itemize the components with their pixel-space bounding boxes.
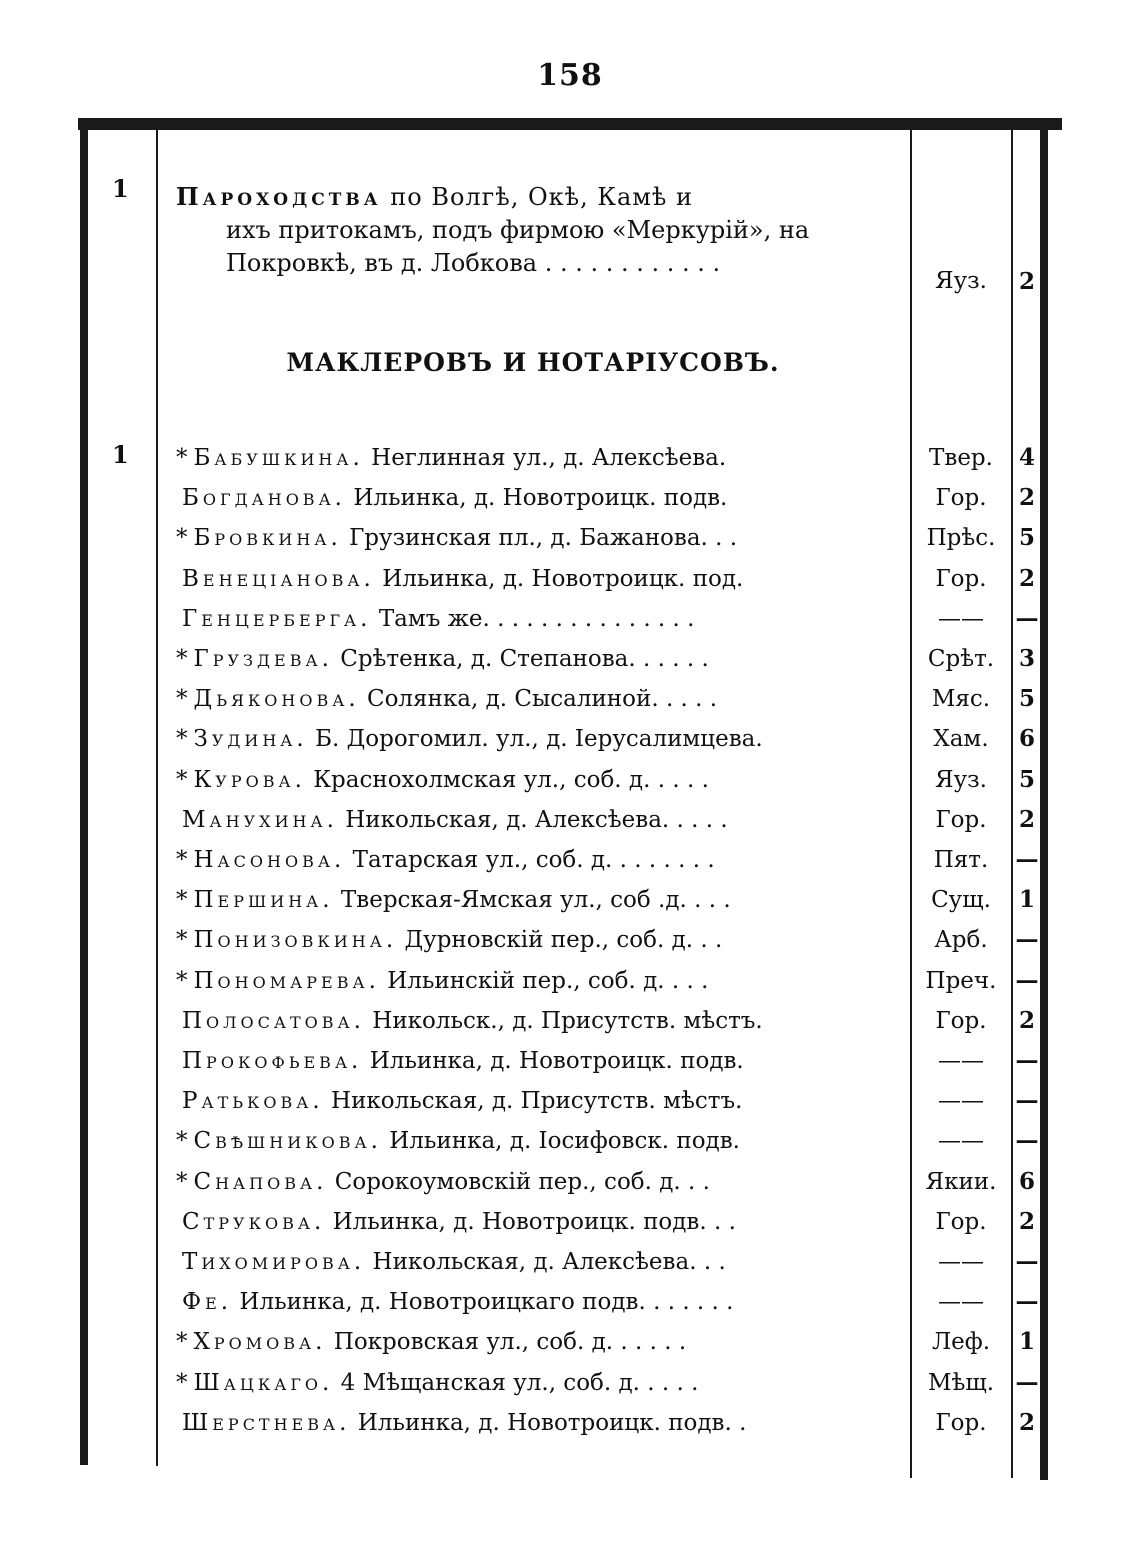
asterisk-mark: * xyxy=(176,646,188,672)
first-entry-line2: ихъ притокамъ, подъ фирмою «Меркурій», на xyxy=(226,216,810,244)
entry-name: Венеціанова. xyxy=(182,565,375,592)
entry-number: — xyxy=(1015,1087,1039,1115)
entry-address: Солянка, д. Сысалиной. . . . . xyxy=(366,686,718,713)
entry-address: Ильинка, д. Новотроицк. подв. . xyxy=(357,1409,747,1436)
entry-district: —— xyxy=(938,605,984,632)
entry-text xyxy=(176,840,898,880)
entry-row xyxy=(0,679,1140,719)
entry-row xyxy=(0,1322,1140,1362)
entry-number: — xyxy=(1015,1368,1039,1396)
entry-district: Гор. xyxy=(935,1409,987,1436)
entry-text xyxy=(176,1162,898,1202)
asterisk-mark: * xyxy=(176,1369,188,1396)
first-entry-count: 1 xyxy=(112,174,129,203)
entry-row xyxy=(0,880,1140,920)
entry-number: — xyxy=(1015,1047,1039,1074)
asterisk-mark: * xyxy=(176,1329,188,1356)
entry-address: Срѣтенка, д. Степанова. . . . . . xyxy=(340,646,709,672)
entry-address: Ильинскій пер., соб. д. . . . xyxy=(387,967,709,994)
entry-address: Краснохолмская ул., соб. д. . . . . xyxy=(313,766,709,793)
section-count: 1 xyxy=(112,440,129,469)
entry-district: Гор. xyxy=(935,1007,987,1034)
entry-name: Ратькова. xyxy=(182,1088,324,1115)
entry-name: Богданова. xyxy=(182,485,346,512)
asterisk-mark: * xyxy=(176,927,188,954)
entry-row xyxy=(0,1282,1140,1322)
entry-row xyxy=(0,478,1140,518)
entry-name: Бабушкина. xyxy=(193,445,364,471)
entry-name: Насонова. xyxy=(193,847,346,873)
asterisk-mark: * xyxy=(176,766,188,793)
entry-number: 3 xyxy=(1018,645,1035,672)
entry-name: Пономарева. xyxy=(193,967,380,994)
entry-number: — xyxy=(1015,1248,1039,1275)
entry-district: Хам. xyxy=(933,726,989,753)
first-entry-number: 2 xyxy=(1018,268,1035,295)
entry-text xyxy=(176,719,898,759)
entry-name: Генцерберга. xyxy=(182,605,372,632)
entry-address: Никольская, д. Алексѣева. . . xyxy=(372,1249,726,1275)
first-entry-name: Пароходства xyxy=(176,182,382,211)
entry-row xyxy=(0,559,1140,599)
entry-district: —— xyxy=(938,1289,984,1316)
entry-number: 2 xyxy=(1018,1006,1035,1034)
entry-row xyxy=(0,1001,1140,1041)
entry-address: 4 Мѣщанская ул., соб. д. . . . . xyxy=(340,1369,699,1396)
entry-address: Ильинка, д. Новотроицк. подв. xyxy=(353,485,728,512)
entry-name: Хромова. xyxy=(193,1329,327,1356)
entry-number: 5 xyxy=(1018,685,1035,713)
entry-number: — xyxy=(1015,846,1039,873)
entry-text xyxy=(176,1403,898,1443)
entry-number: — xyxy=(1015,1288,1039,1316)
first-entry xyxy=(176,180,898,280)
entry-row xyxy=(0,800,1140,840)
entry-name: Шерстнева. xyxy=(182,1409,351,1436)
asterisk-mark: * xyxy=(176,726,188,753)
entry-row xyxy=(0,1081,1140,1121)
entry-number: — xyxy=(1015,1127,1039,1155)
entry-row xyxy=(0,1403,1140,1443)
entry-row xyxy=(0,1202,1140,1242)
entry-name: Понизовкина. xyxy=(193,927,398,954)
entry-name: Манухина. xyxy=(182,806,338,833)
entry-address: Татарская ул., соб. д. . . . . . . . xyxy=(352,847,715,873)
entry-district: Мяс. xyxy=(931,686,991,713)
entry-text xyxy=(176,679,898,719)
entry-name: Снапова. xyxy=(193,1168,328,1195)
entry-text xyxy=(176,559,898,599)
entry-address: Никольская, д. Алексѣева. . . . . xyxy=(345,806,728,833)
entry-address: Неглинная ул., д. Алексѣева. xyxy=(371,445,727,471)
entry-number: 2 xyxy=(1018,1408,1035,1436)
entry-name: Фе. xyxy=(182,1289,233,1316)
entry-number: 6 xyxy=(1018,725,1035,753)
entry-district: Преч. xyxy=(925,967,997,994)
entry-row xyxy=(0,639,1140,679)
asterisk-mark: * xyxy=(176,525,188,552)
entry-address: Никольская, д. Присутств. мѣстъ. xyxy=(331,1088,743,1115)
entry-district: —— xyxy=(938,1128,984,1155)
entry-row xyxy=(0,518,1140,558)
entry-address: Тверская-Ямская ул., соб .д. . . . xyxy=(340,887,731,914)
page-number: 158 xyxy=(537,58,603,93)
entry-row xyxy=(0,1121,1140,1161)
first-entry-line3: Покровкѣ, въ д. Лобкова . . . . . . . . . . . . xyxy=(226,249,721,277)
entry-number: 4 xyxy=(1018,444,1035,471)
entry-row xyxy=(0,760,1140,800)
entry-text xyxy=(176,800,898,840)
asterisk-mark: * xyxy=(176,887,188,914)
entry-number: 2 xyxy=(1018,564,1035,592)
entry-row xyxy=(0,840,1140,880)
entry-number: 1 xyxy=(1018,886,1035,914)
entry-district: Срѣт. xyxy=(927,646,995,672)
entry-text xyxy=(176,599,898,639)
entry-number: 2 xyxy=(1018,1207,1035,1235)
entry-district: —— xyxy=(938,1249,984,1275)
top-rule xyxy=(78,118,1062,130)
entry-name: Прокофьева. xyxy=(182,1048,363,1074)
entry-text xyxy=(176,1081,898,1121)
entry-text xyxy=(176,1202,898,1242)
entry-row xyxy=(0,1363,1140,1403)
entry-name: Полосатова. xyxy=(182,1007,365,1034)
entry-text xyxy=(176,920,898,960)
entry-district: Якии. xyxy=(925,1168,997,1195)
entry-number: 2 xyxy=(1018,484,1035,512)
entry-name: Струкова. xyxy=(182,1208,326,1235)
entry-name: Курова. xyxy=(193,766,306,793)
asterisk-mark: * xyxy=(176,967,188,994)
entry-row xyxy=(0,1162,1140,1202)
entry-address: Ильинка, д. Іосифовск. подв. xyxy=(389,1128,740,1155)
entry-district: Мѣщ. xyxy=(927,1369,995,1396)
entry-row xyxy=(0,438,1140,478)
entry-district: Леф. xyxy=(931,1329,991,1356)
asterisk-mark: * xyxy=(176,1128,188,1155)
entry-text xyxy=(176,438,898,478)
entry-row xyxy=(0,599,1140,639)
asterisk-mark: * xyxy=(176,847,188,873)
first-entry-district: Яуз. xyxy=(935,268,987,294)
entry-number: 5 xyxy=(1018,524,1035,552)
entry-name: Дьяконова. xyxy=(193,686,360,713)
entry-row xyxy=(0,961,1140,1001)
entry-address: Грузинская пл., д. Бажанова. . . xyxy=(349,525,738,552)
entry-district: —— xyxy=(938,1088,984,1115)
entry-text xyxy=(176,1001,898,1041)
entry-address: Ильинка, д. Новотроицк. подв. . . xyxy=(332,1208,736,1235)
entry-district: Пят. xyxy=(933,847,989,873)
entry-number: — xyxy=(1015,966,1039,994)
entry-number: 5 xyxy=(1018,765,1035,793)
entry-text xyxy=(176,1041,898,1081)
entry-address: Б. Дорогомил. ул., д. Іерусалимцева. xyxy=(315,726,763,753)
first-entry-line1: по Волгѣ, Окѣ, Камѣ и xyxy=(390,183,694,211)
entry-row xyxy=(0,920,1140,960)
entry-text xyxy=(176,478,898,518)
entry-text xyxy=(176,1322,898,1362)
entry-address: Ильинка, д. Новотроицкаго подв. . . . . . . xyxy=(239,1289,734,1316)
entry-text xyxy=(176,1121,898,1161)
entry-text xyxy=(176,518,898,558)
entry-address: Тамъ же. . . . . . . . . . . . . . . xyxy=(378,605,695,632)
entry-address: Покровская ул., соб. д. . . . . . xyxy=(333,1329,687,1356)
entry-number: — xyxy=(1015,604,1039,632)
entry-address: Ильинка, д. Новотроицк. подв. xyxy=(369,1048,744,1074)
entry-name: Бровкина. xyxy=(193,525,342,552)
entry-text xyxy=(176,1242,898,1282)
entry-name: Першина. xyxy=(193,887,334,914)
asterisk-mark: * xyxy=(176,445,188,471)
entry-text xyxy=(176,1363,898,1403)
entry-number: 6 xyxy=(1018,1167,1035,1195)
entry-number: — xyxy=(1015,926,1039,954)
entry-address: Никольск., д. Присутств. мѣстъ. xyxy=(372,1007,763,1034)
entry-number: 2 xyxy=(1018,805,1035,833)
entry-name: Груздева. xyxy=(193,646,333,672)
entry-row xyxy=(0,1242,1140,1282)
entry-name: Свѣшникова. xyxy=(193,1128,382,1155)
asterisk-mark: * xyxy=(176,686,188,713)
entry-text xyxy=(176,880,898,920)
entry-address: Ильинка, д. Новотроицк. под. xyxy=(382,565,744,592)
entry-address: Дурновскій пер., соб. д. . . xyxy=(404,927,723,954)
entry-name: Тихомирова. xyxy=(182,1249,366,1275)
asterisk-mark: * xyxy=(176,1168,188,1195)
entry-name: Шацкаго. xyxy=(193,1369,334,1396)
entry-row xyxy=(0,1041,1140,1081)
entry-number: 1 xyxy=(1018,1328,1035,1356)
entry-district: Гор. xyxy=(935,565,987,592)
entry-district: Прѣс. xyxy=(926,525,996,552)
entry-text xyxy=(176,639,898,679)
entry-district: Гор. xyxy=(935,485,987,512)
entry-row xyxy=(0,719,1140,759)
entry-district: Яуз. xyxy=(935,766,987,793)
entry-district: Сущ. xyxy=(931,887,991,914)
entry-address: Сорокоумовскій пер., соб. д. . . xyxy=(334,1168,710,1195)
entry-district: —— xyxy=(938,1048,984,1074)
entry-text xyxy=(176,760,898,800)
entry-district: Гор. xyxy=(935,806,987,833)
entry-district: Твер. xyxy=(929,445,993,471)
entry-district: Арб. xyxy=(934,927,988,954)
entry-text xyxy=(176,1282,898,1322)
entry-text xyxy=(176,961,898,1001)
section-heading: МАКЛЕРОВЪ И НОТАРІУСОВЪ. xyxy=(286,348,780,377)
entry-district: Гор. xyxy=(935,1208,987,1235)
entry-name: Зудина. xyxy=(193,726,308,753)
